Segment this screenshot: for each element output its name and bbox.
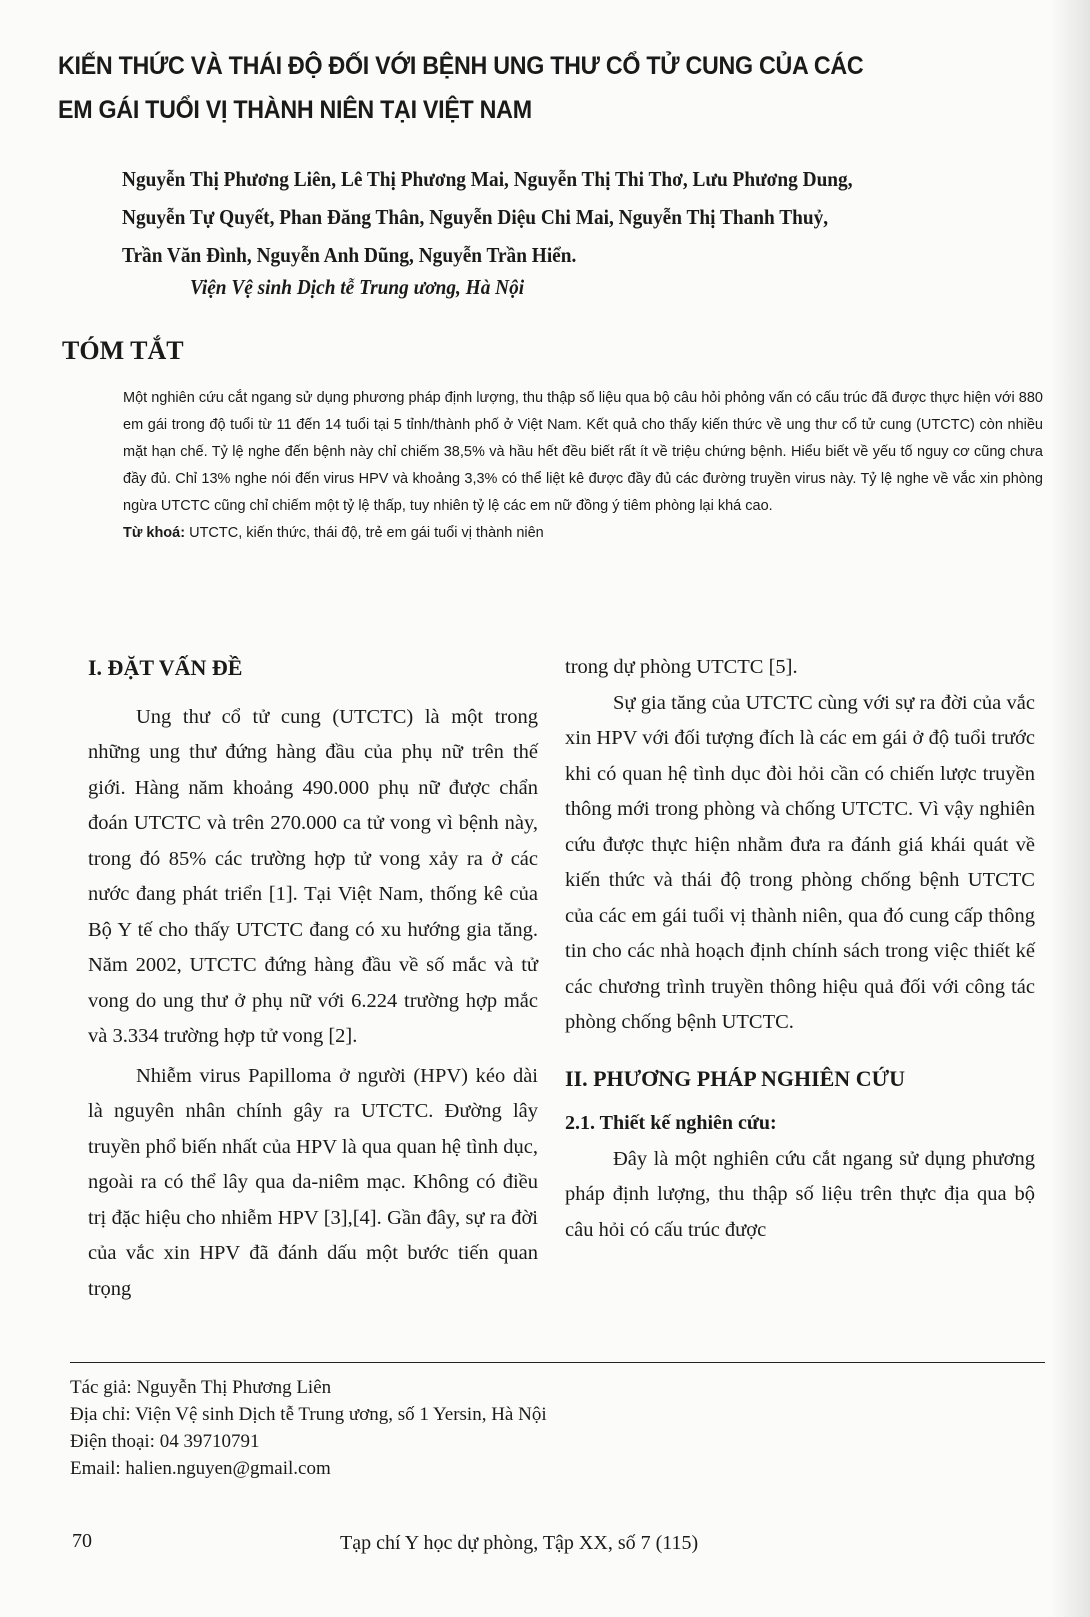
keywords: [123, 520, 1043, 547]
title-line: EM GÁI TUỔI VỊ THÀNH NIÊN TẠI VIỆT NAM: [58, 96, 532, 124]
abstract-text: Một nghiên cứu cắt ngang sử dụng phương pháp định lượng, thu thập số liệu qua bộ câu hỏi phỏng vấn có cấu trúc đã được thực hiện với 880 em gái trong độ tuổi từ 11 đến 14 tuổi tại 5 tỉnh/thành phố ở Việt Nam. Kết quả cho thấy kiến thức về ung thư cổ tử cung (UTCTC) còn nhiều mặt hạn chế. Tỷ lệ nghe đến bệnh này chỉ chiếm 38,5% và hầu hết đều biết rất ít về triệu chứng bệnh. Hiểu biết về yếu tố nguy cơ cũng chưa đầy đủ. Chỉ 13% nghe nói đến virus HPV và khoảng 3,3% có thể liệt kê được đầy đủ các đường truyền virus này. Tỷ lệ nghe về vắc xin phòng ngừa UTCTC cũng chỉ chiếm một tỷ lệ thấp, tuy nhiên tỷ lệ các em nữ đồng ý tiêm phòng lại khá cao.: [123, 390, 1043, 514]
footnote-divider: [70, 1362, 1045, 1363]
footnote-address: Địa chỉ: Viện Vệ sinh Dịch tễ Trung ương, số 1 Yersin, Hà Nội: [70, 1404, 547, 1425]
corresponding-author-footnote: [70, 1374, 547, 1482]
section-heading: I. ĐẶT VẤN ĐỀ: [88, 655, 243, 680]
title-line: KIẾN THỨC VÀ THÁI ĐỘ ĐỐI VỚI BỆNH UNG THƯ CỔ TỬ CUNG CỦA CÁC: [58, 52, 864, 80]
paragraph: Nhiễm virus Papilloma ở người (HPV) kéo dài là nguyên nhân chính gây ra UTCTC. Đường lây truyền phổ biến nhất của HPV là qua quan hệ tình dục, ngoài ra có thể lây qua da-niêm mạc. Không có điều trị đặc hiệu cho nhiễm HPV [3],[4]. Gần đây, sự ra đời của vắc xin HPV đã đánh dấu một bước tiến quan trọng: [88, 1064, 538, 1300]
page-number: 70: [72, 1530, 92, 1552]
footnote-author: Tác giả: Nguyễn Thị Phương Liên: [70, 1377, 332, 1398]
paragraph: Ung thư cổ tử cung (UTCTC) là một trong những ung thư đứng hàng đầu của phụ nữ trên thế giới. Hàng năm khoảng 490.000 phụ nữ được chẩn đoán UTCTC và trên 270.000 ca tử vong vì bệnh này, trong đó 85% các trường hợp tử vong xảy ra ở các nước đang phát triển [1]. Tại Việt Nam, thống kê của Bộ Y tế cho thấy UTCTC đang có xu hướng gia tăng. Năm 2002, UTCTC đứng hàng đầu về số mắc và tử vong do ung thư ở phụ nữ với 6.224 trường hợp mắc và 3.334 trường hợp tử vong [2].: [88, 705, 538, 1047]
scan-edge-shadow: [1050, 0, 1090, 1617]
paragraph: trong dự phòng UTCTC [5].: [565, 656, 798, 678]
author-list: [122, 160, 968, 274]
footnote-phone: Điện thoại: 04 39710791: [70, 1431, 260, 1452]
section-heading: II. PHƯƠNG PHÁP NGHIÊN CỨU: [565, 1065, 905, 1091]
right-column: [565, 650, 1035, 1248]
keywords-label: Từ khoá:: [123, 525, 186, 541]
abstract: [123, 385, 1043, 547]
footnote-email: Email: halien.nguyen@gmail.com: [70, 1458, 331, 1479]
affiliation: Viện Vệ sinh Dịch tễ Trung ương, Hà Nội: [190, 275, 525, 299]
journal-footer: Tạp chí Y học dự phòng, Tập XX, số 7 (115): [340, 1532, 699, 1554]
keywords-value: UTCTC, kiến thức, thái độ, trẻ em gái tuổi vị thành niên: [189, 525, 544, 541]
subsection-heading: 2.1. Thiết kế nghiên cứu:: [565, 1112, 777, 1134]
author-line: Trần Văn Đình, Nguyễn Anh Dũng, Nguyễn Trần Hiển.: [122, 243, 577, 267]
paragraph: Đây là một nghiên cứu cắt ngang sử dụng phương pháp định lượng, thu thập số liệu trên thực địa qua bộ câu hỏi có cấu trúc được: [565, 1147, 1035, 1241]
paragraph: Sự gia tăng của UTCTC cùng với sự ra đời của vắc xin HPV với đối tượng đích là các em gái ở độ tuổi trước khi có quan hệ tình dục đòi hỏi cần có chiến lược truyền thông mới trong phòng và chống UTCTC. Vì vậy nghiên cứu được thực hiện nhằm đưa ra đánh giá khái quát về kiến thức và thái độ trong phòng chống bệnh UTCTC của các em gái tuổi vị thành niên, qua đó cung cấp thông tin cho các nhà hoạch định chính sách trong việc thiết kế các chương trình truyền thông hiệu quả đối với công tác phòng chống bệnh UTCTC.: [565, 691, 1035, 1033]
paper-title: [58, 44, 979, 132]
abstract-heading: TÓM TẮT: [62, 336, 184, 365]
author-line: Nguyễn Tự Quyết, Phan Đăng Thân, Nguyễn Diệu Chi Mai, Nguyễn Thị Thanh Thuỷ,: [122, 205, 829, 229]
author-line: Nguyễn Thị Phương Liên, Lê Thị Phương Mai, Nguyễn Thị Thi Thơ, Lưu Phương Dung,: [122, 167, 853, 191]
left-column: [88, 650, 538, 1307]
